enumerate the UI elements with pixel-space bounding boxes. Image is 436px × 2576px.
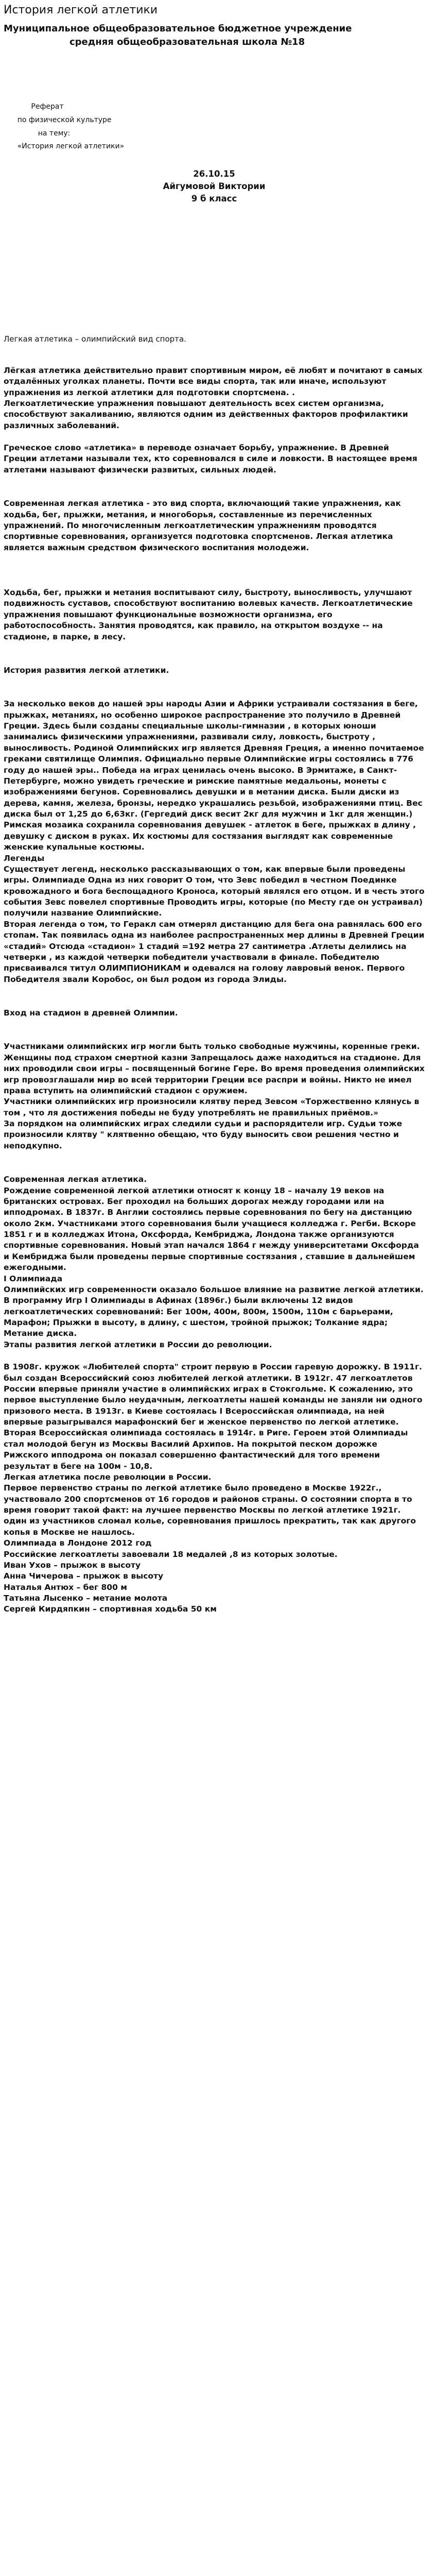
report-line: «История легкой атлетики»: [4, 142, 125, 151]
olympiad-i-title: I Олимпиада: [4, 1274, 63, 1283]
paragraph: Ходьба, бег, прыжки и метания воспитывают силу, быстроту, выносливость, улучшают подвижность суставов, способствуют воспитанию волевых качеств. Легкоатлетические упражнения повышают функциональные возможности организма, его работоспособность. Занятия проводятся, как правило, на открытом воздухе -- на стадионе, в парке, в лесу.: [4, 588, 413, 641]
section-title-stages: Этапы развития легкой атлетики в России до революции.: [4, 1340, 272, 1349]
paragraph: Легкоатлетические упражнения повышают деятельность всех систем организма, способствуют закаливанию, являются одним из действенных факторов профилактики различных заболеваний.: [4, 398, 408, 430]
section-title-after-revolution: Легкая атлетика после революции в России.: [4, 1472, 212, 1482]
author-block: [4, 168, 425, 205]
intro-note: Легкая атлетика – олимпийский вид спорта.: [4, 334, 186, 344]
paragraph: Первое первенство страны по легкой атлетике было проведено в Москве 1922г., участвовало 200 спортсменов от 16 городов и районов страны. О состоянии спорта в то время говорит такой факт: на лучшее первенство Москвы по легкой атлетике 1921г. один из участников сломал колье, соревнования пришлось прекратить, так как другого копья в Москве не нашлось.: [4, 1483, 416, 1537]
paragraph: За порядком на олимпийских играх следили судьи и распорядители игр. Судьи тоже произносили клятву " клятвенно обещаю, что буду выносить свои решения честно и неподкупно.: [4, 1119, 403, 1150]
section-title-history: История развития легкой атлетики.: [4, 665, 169, 675]
winner-item: Татьяна Лысенко – метание молота: [4, 1594, 168, 1603]
section-title-legends: Легенды: [4, 853, 45, 863]
section-title-modern: Современная легкая атлетика.: [4, 1175, 147, 1184]
paragraph: Лёгкая атлетика действительно правит спортивным миром, её любят и почитают в самых отдалённых уголках планеты. Почти все виды спорта, так или иначе, используют упражнения из легкой атлетики для подготовки спортсмена. .: [4, 365, 423, 397]
report-line: на тему:: [4, 129, 71, 138]
paragraph: Современная легкая атлетика - это вид спорта, включающий такие упражнения, как ходьба, бег, прыжки, метания, и многоборья, составленные из перечисленных упражнений. По многочисленным легкоатлетическим упражнениям проводятся спортивные соревнования, организуется подготовка спортсменов. Легкая атлетика является важным средством физического воспитания молодежи.: [4, 499, 401, 552]
author-name: Айгумовой Виктории: [163, 181, 266, 192]
paragraph: Олимпийских игр современности оказало большое влияние на развитие легкой атлетики. В программу Игр I Олимпиады в Афинах (1896г.) были включены 12 видов легкоатлетических соревнований: Бег 100м, 400м, 800м, 1500м, 110м с барьерами, Марафон; Прыжки в высоту, в длину, с шестом, тройной прыжок; Толкание ядра; Метание диска.: [4, 1284, 424, 1338]
paragraph: Вторая легенда о том, то Геракл сам отмерял дистанцию для бега она равнялась 600 его стопам. Так появилась одна из наиболее распространенных мер длины в Древней Греции «стадий» Отсюда «стадион» 1 стадий =192 метра 27 сантиметра .Атлеты делились на четверки , из каждой четверки победители участвовали в финале. Победителю присваивался титул ОЛИМПИОНИКАМ и одевался на голову лавровый венок. Первого Победителя звали Коробос, он был родом из города Элиды.: [4, 919, 425, 984]
document-heading: История легкой атлетики: [4, 4, 158, 16]
school-name: [4, 22, 425, 49]
paragraph: Существует легенд, несколько рассказывающих о том, как впервые были проведены игры. Олимпиаде Одна из них говорит О том, что Зевс победил в честном Поединке кровожадного и бога беспощадного Кроноса, который являлся его отцом. И в честь этого события Зевс повелел спортивные Проводить игры, которые (по Месту где он устраивал) получили название Олимпийские.: [4, 864, 425, 918]
school-name-line-1: Муниципальное общеобразовательное бюджетное учреждение: [4, 23, 352, 34]
school-name-line-2: средняя общеобразовательная школа №18: [69, 36, 305, 47]
report-line: по физической культуре: [4, 115, 112, 124]
winner-item: Сергей Кирдяпкин – спортивная ходьба 50 км: [4, 1604, 217, 1614]
report-title-block: [4, 100, 425, 154]
paragraph: За несколько веков до нашей эры народы Азии и Африки устраивали состязания в беге, прыжках, метаниях, но особенно широкое распространение это получило в Древней Греции. Здесь были созданы специальные школы-гимназии , в которых юноши занимались физическими упражнениями, развивали силу, ловкость, быстроту , выносливость. Родиной Олимпийских игр является Древняя Греция, а именно почитаемое греками святилище Олимпия. Официально первые Олимпийские игры состоялись в 776 году до нашей эры.. Победа на играх ценилась очень высоко. В Эрмитаже, в Санкт-Петербурге, можно увидеть греческие и римские памятные медальоны, монеты с изображениями бегунов. Соревновались девушки и в метании диска. Были диски из дерева, камня, железа, бронзы, нередко украшались резьбой, изображениями птиц. Вес диска был от 1,25 до 6,63кг. (Гергедий диск весит 2кг для мужчин и 1кг для женщин.) Римская мозаика сохранила соревнования девушек - атлеток в беге, прыжках в длину , девушку с диском в руках. Их костюмы для состязания выглядят как современные женские купальные костюмы.: [4, 699, 424, 852]
paragraph: Участниками олимпийских игр могли быть только свободные мужчины, коренные греки. Женщины под страхом смертной казни Запрещалось даже находиться на стадионе. Для них проводили свои игры – посвященный богине Гере. Во время проведения олимпийских игр провозглашали мир во всей территории Греции все распри и войны. Никто не имел права вступить на олимпийский стадион с оружием.: [4, 1042, 425, 1095]
paragraph: Российские легкоатлеты завоевали 18 медалей ,8 из которых золотые.: [4, 1549, 338, 1559]
winner-item: Наталья Антюх – бег 800 м: [4, 1582, 127, 1592]
winner-item: Иван Ухов – прыжок в высоту: [4, 1560, 141, 1570]
section-title-stadium: Вход на стадион в древней Олимпии.: [4, 1008, 178, 1018]
paragraph: Участники олимпийских игр произносили клятву перед Зевсом «Торжественно клянусь в том , что ля достижения победы не буду употреблять не правильных приёмов.»: [4, 1097, 420, 1117]
report-date: 26.10.15: [193, 169, 235, 179]
paragraph: Греческое слово «атлетика» в переводе означает борьбу, упражнение. В Древней Греции атлетами называли тех, кто соревновался в силе и ловкости. В настоящее время атлетами называют физически развитых, сильных людей.: [4, 443, 417, 474]
olympiad-london-title: Олимпиада в Лондоне 2012 год: [4, 1538, 152, 1548]
author-grade: 9 б класс: [191, 194, 237, 204]
report-line: Реферат: [4, 102, 64, 111]
paragraph: Рождение современной легкой атлетики относят к концу 18 – началу 19 веков на британских островах. Бег проходил на больших дорогах между городами или на ипподромах. В 1837г. В Англии состоялись первые соревнования по бегу на дистанцию около 2км. Участниками этого соревнования были учащиеся колледжа г. Регби. Вскоре 1851 г и в колледжах Итона, Оксфорда, Кембриджа, Лондона также организуются спортивные соревнования. Новый этап начался 1864 г между университетами Оксфорда и Кембриджа были проведены первые спортивные состязания , ставшие в дальнейшем ежегодными.: [4, 1185, 419, 1273]
winner-item: Анна Чичерова – прыжок в высоту: [4, 1571, 164, 1581]
winners-list: [4, 1560, 425, 1615]
paragraph: В 1908г. кружок «Любителей спорта" строит первую в России гаревую дорожку. В 1911г. был создан Всероссийский союз любителей легкой атлетики. В 1912г. 47 легкоатлетов России впервые приняли участие в олимпийских играх в Стокгольме. К сожалению, это первое выступление было неудачным, легкоатлеты нашей команды не заняли ни одного призового места. В 1913г. в Киеве состоялась I Всероссийская олимпиада, на ней впервые разыгрывался марафонский бег и женское первенство по легкой атлетике. Вторая Всероссийская олимпиада состоялась в 1914г. в Риге. Героем этой Олимпиады стал молодой бегун из Москвы Василий Архипов. На покрытой песком дорожке Рижского ипподрома он показал совершенно фантастический для того времени результат в беге на 100м - 10,8.: [4, 1362, 423, 1471]
